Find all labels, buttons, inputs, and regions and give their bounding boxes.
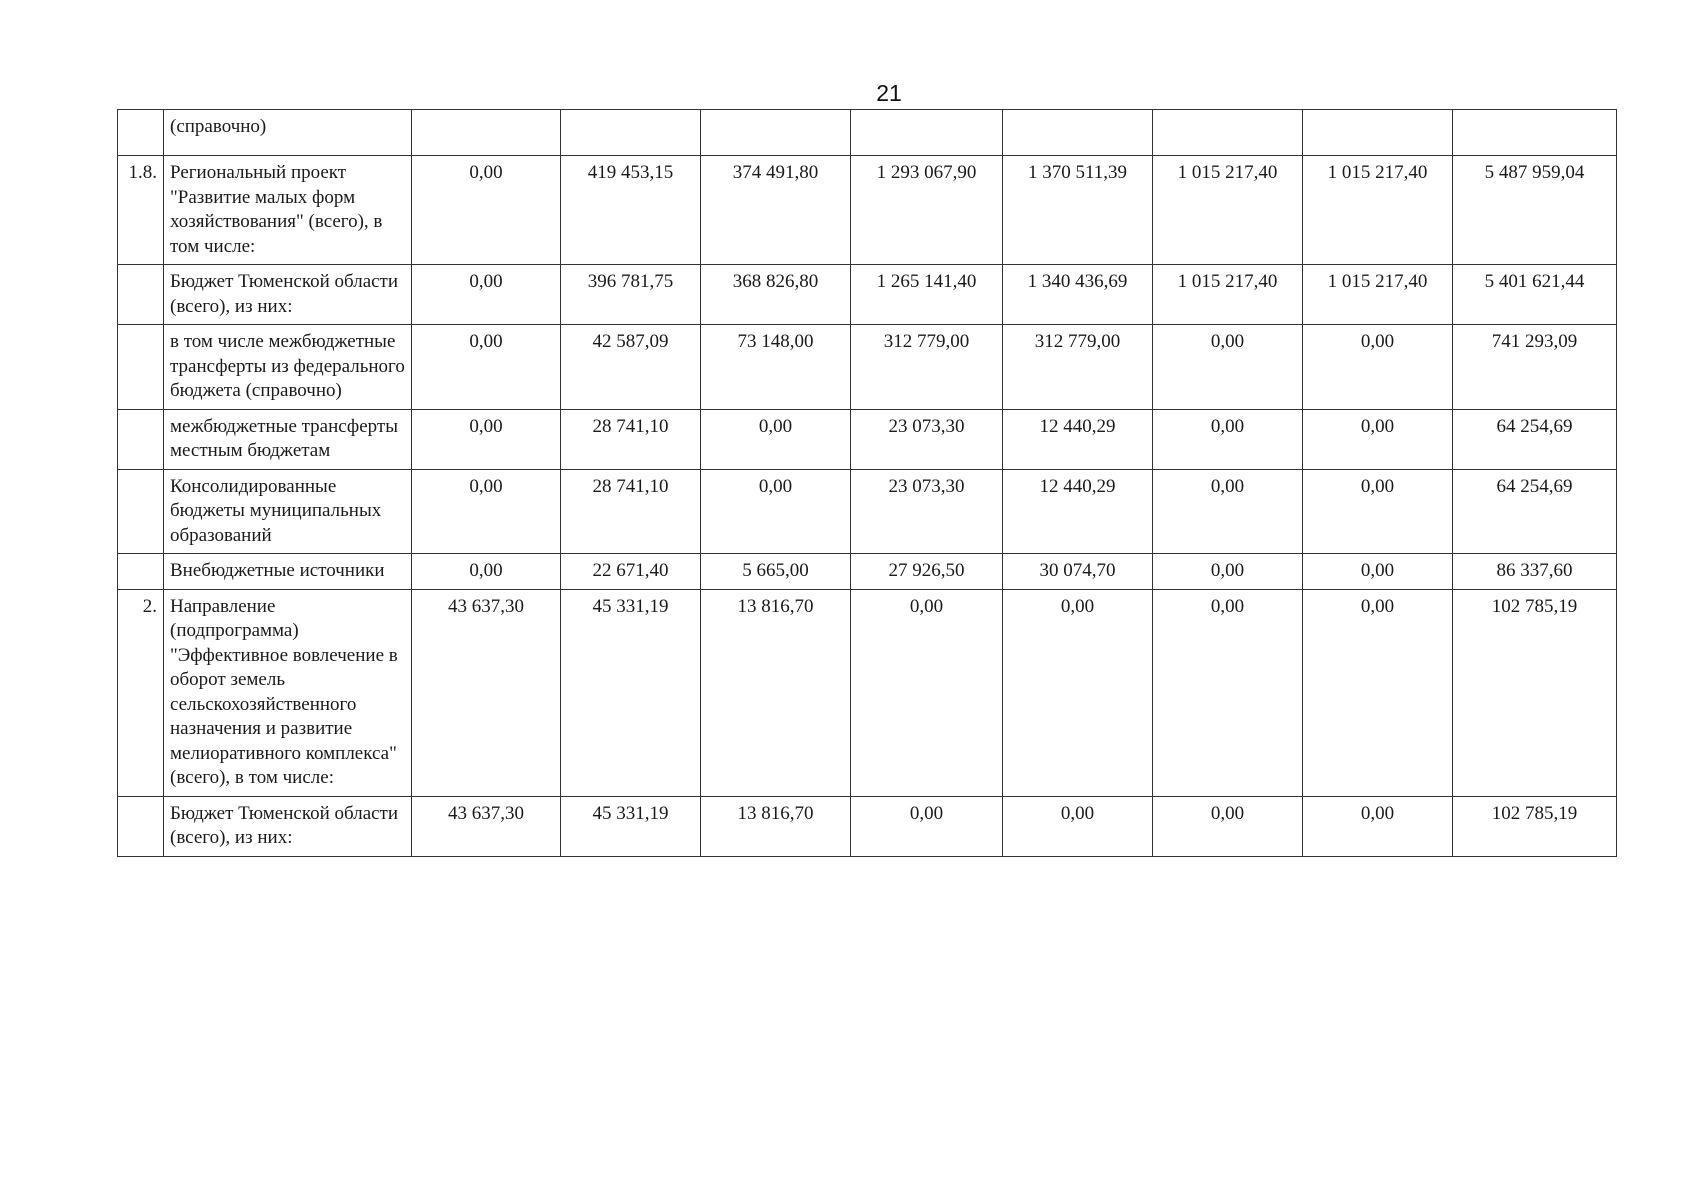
row-number <box>118 469 164 554</box>
value-cell: 5 401 621,44 <box>1453 265 1617 325</box>
value-cell: 64 254,69 <box>1453 409 1617 469</box>
row-number <box>118 796 164 856</box>
table-row <box>118 589 1617 796</box>
value-cell: 45 331,19 <box>561 589 701 796</box>
row-name: Бюджет Тюменской области (всего), из них: <box>164 265 412 325</box>
table-row <box>118 265 1617 325</box>
value-cell: 396 781,75 <box>561 265 701 325</box>
table-row <box>118 110 1617 156</box>
value-cell: 0,00 <box>1303 469 1453 554</box>
value-cell: 28 741,10 <box>561 409 701 469</box>
value-cell: 1 015 217,40 <box>1153 156 1303 265</box>
value-cell: 28 741,10 <box>561 469 701 554</box>
value-cell: 30 074,70 <box>1003 554 1153 590</box>
value-cell <box>851 110 1003 156</box>
value-cell: 45 331,19 <box>561 796 701 856</box>
row-number: 2. <box>118 589 164 796</box>
value-cell: 13 816,70 <box>701 796 851 856</box>
value-cell: 0,00 <box>851 589 1003 796</box>
value-cell: 102 785,19 <box>1453 589 1617 796</box>
value-cell: 43 637,30 <box>412 796 561 856</box>
value-cell: 419 453,15 <box>561 156 701 265</box>
value-cell: 0,00 <box>1303 325 1453 410</box>
value-cell: 0,00 <box>412 156 561 265</box>
value-cell: 23 073,30 <box>851 409 1003 469</box>
row-name: Бюджет Тюменской области (всего), из них: <box>164 796 412 856</box>
value-cell: 0,00 <box>412 409 561 469</box>
value-cell: 73 148,00 <box>701 325 851 410</box>
value-cell: 368 826,80 <box>701 265 851 325</box>
value-cell: 0,00 <box>412 554 561 590</box>
value-cell: 42 587,09 <box>561 325 701 410</box>
value-cell: 27 926,50 <box>851 554 1003 590</box>
value-cell: 0,00 <box>1303 409 1453 469</box>
value-cell <box>1003 110 1153 156</box>
value-cell <box>1153 110 1303 156</box>
value-cell: 0,00 <box>1153 554 1303 590</box>
value-cell: 0,00 <box>1303 554 1453 590</box>
value-cell: 102 785,19 <box>1453 796 1617 856</box>
value-cell: 12 440,29 <box>1003 469 1153 554</box>
value-cell: 13 816,70 <box>701 589 851 796</box>
value-cell: 1 370 511,39 <box>1003 156 1153 265</box>
table-row <box>118 469 1617 554</box>
row-name: межбюджетные трансферты местным бюджетам <box>164 409 412 469</box>
value-cell: 0,00 <box>1153 589 1303 796</box>
table-row <box>118 156 1617 265</box>
value-cell: 1 015 217,40 <box>1153 265 1303 325</box>
table-row <box>118 325 1617 410</box>
value-cell: 741 293,09 <box>1453 325 1617 410</box>
value-cell: 22 671,40 <box>561 554 701 590</box>
value-cell: 0,00 <box>701 469 851 554</box>
value-cell: 0,00 <box>701 409 851 469</box>
row-name: Региональный проект "Развитие малых форм хозяйствования" (всего), в том числе: <box>164 156 412 265</box>
value-cell: 5 665,00 <box>701 554 851 590</box>
value-cell: 0,00 <box>412 325 561 410</box>
row-name: (справочно) <box>164 110 412 156</box>
table-row <box>118 554 1617 590</box>
value-cell: 0,00 <box>1003 796 1153 856</box>
value-cell: 23 073,30 <box>851 469 1003 554</box>
value-cell: 0,00 <box>1303 589 1453 796</box>
value-cell: 1 340 436,69 <box>1003 265 1153 325</box>
row-number <box>118 265 164 325</box>
value-cell: 0,00 <box>851 796 1003 856</box>
value-cell: 1 293 067,90 <box>851 156 1003 265</box>
value-cell: 86 337,60 <box>1453 554 1617 590</box>
row-name: Консолидированные бюджеты муниципальных образований <box>164 469 412 554</box>
value-cell: 12 440,29 <box>1003 409 1153 469</box>
row-number <box>118 110 164 156</box>
row-number <box>118 409 164 469</box>
value-cell <box>561 110 701 156</box>
page-number: 21 <box>876 80 902 106</box>
value-cell: 0,00 <box>1003 589 1153 796</box>
value-cell <box>1453 110 1617 156</box>
value-cell: 1 015 217,40 <box>1303 156 1453 265</box>
value-cell: 374 491,80 <box>701 156 851 265</box>
value-cell: 0,00 <box>412 469 561 554</box>
value-cell: 312 779,00 <box>851 325 1003 410</box>
value-cell <box>412 110 561 156</box>
value-cell: 43 637,30 <box>412 589 561 796</box>
row-number: 1.8. <box>118 156 164 265</box>
row-number <box>118 325 164 410</box>
table-row <box>118 796 1617 856</box>
value-cell: 0,00 <box>1153 409 1303 469</box>
row-name: Внебюджетные источники <box>164 554 412 590</box>
value-cell: 0,00 <box>1153 469 1303 554</box>
value-cell: 312 779,00 <box>1003 325 1153 410</box>
value-cell: 0,00 <box>412 265 561 325</box>
table-row <box>118 409 1617 469</box>
value-cell: 0,00 <box>1303 796 1453 856</box>
value-cell: 1 015 217,40 <box>1303 265 1453 325</box>
budget-table <box>117 109 1617 857</box>
value-cell <box>1303 110 1453 156</box>
value-cell <box>701 110 851 156</box>
value-cell: 5 487 959,04 <box>1453 156 1617 265</box>
value-cell: 64 254,69 <box>1453 469 1617 554</box>
row-number <box>118 554 164 590</box>
row-name: в том числе межбюджетные трансферты из федерального бюджета (справочно) <box>164 325 412 410</box>
row-name: Направление (подпрограмма) "Эффективное вовлечение в оборот земель сельскохозяйственного назначения и развитие мелиоративного комплекса" (всего), в том числе: <box>164 589 412 796</box>
value-cell: 0,00 <box>1153 325 1303 410</box>
value-cell: 1 265 141,40 <box>851 265 1003 325</box>
value-cell: 0,00 <box>1153 796 1303 856</box>
